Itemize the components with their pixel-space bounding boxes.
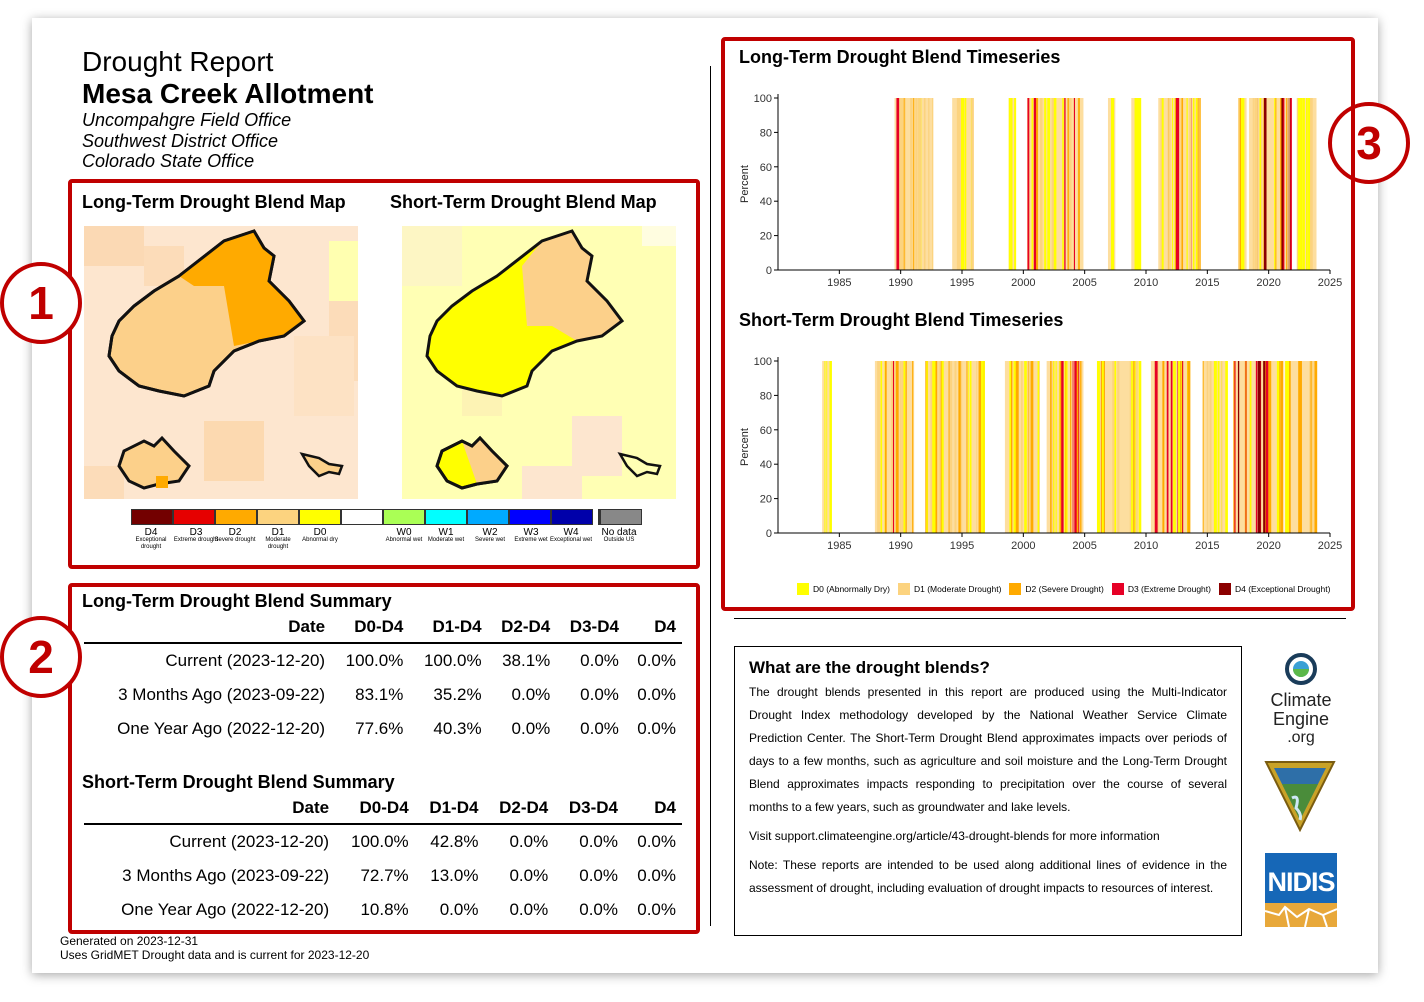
drought-stripe: [1111, 98, 1113, 270]
drought-stripe: [898, 98, 899, 270]
col-d2d4: D2-D4: [484, 793, 554, 824]
drought-stripe: [1214, 361, 1215, 533]
drought-stripe: [1178, 361, 1181, 533]
drought-stripe: [1180, 98, 1181, 270]
drought-stripe: [1064, 98, 1065, 270]
col-d0d4: D0-D4: [335, 793, 415, 824]
drought-stripe: [1134, 361, 1135, 533]
legend-item-d0: D0 (Abnormally Dry): [813, 584, 890, 594]
drought-stripe: [1050, 361, 1052, 533]
drought-stripe: [1117, 361, 1119, 533]
drought-stripe: [1038, 361, 1039, 533]
drought-stripe: [1300, 98, 1303, 270]
drought-stripe: [1286, 98, 1287, 270]
legend-item-d4: D4 (Exceptional Drought): [1234, 584, 1331, 594]
legend-swatch-w4: [551, 509, 593, 525]
drought-stripe: [1169, 98, 1171, 270]
drought-stripe: [1014, 98, 1016, 270]
drought-stripe: [1193, 98, 1195, 270]
state-office: Colorado State Office: [82, 151, 255, 171]
drought-stripe: [971, 98, 974, 270]
drought-stripe: [1173, 361, 1176, 533]
drought-stripe: [1136, 361, 1138, 533]
drought-stripe: [950, 361, 953, 533]
drought-stripe: [1062, 98, 1064, 270]
report-title: Drought Report: [82, 46, 274, 77]
y-tick-label: 100: [753, 93, 772, 105]
table-row: 3 Months Ago (2023-09-22) 83.1% 35.2% 0.0% 0.0% 0.0%: [118, 685, 676, 704]
climate-engine-logo: Climate Engine .org: [1262, 652, 1340, 746]
table-row: Current (2023-12-20) 100.0% 42.8% 0.0% 0.0% 0.0%: [169, 832, 676, 851]
legend-swatch-d0: [797, 583, 809, 595]
table-row: Current (2023-12-20) 100.0% 100.0% 38.1% 0.0% 0.0%: [165, 651, 676, 670]
drought-stripe: [1100, 361, 1101, 533]
short-summary-table: [84, 793, 682, 927]
drought-stripe: [1260, 98, 1262, 270]
drought-stripe: [1310, 361, 1311, 533]
x-tick-label: 1995: [949, 277, 975, 289]
drought-stripe: [1196, 98, 1198, 270]
drought-stripe: [1080, 361, 1081, 533]
drought-stripe: [1011, 361, 1012, 533]
blm-logo: [1262, 758, 1338, 837]
drought-stripe: [1069, 98, 1072, 270]
allotment-name: Mesa Creek Allotment: [82, 78, 374, 109]
drought-stripe: [910, 98, 913, 270]
drought-stripe: [1036, 98, 1038, 270]
drought-stripe: [1176, 98, 1178, 270]
legend-label-w0: W0 Abnormal wet: [385, 527, 423, 543]
y-tick-label: 20: [759, 493, 772, 506]
y-tick-label: 100: [753, 356, 772, 368]
drought-stripe: [965, 98, 966, 270]
drought-stripe: [932, 361, 934, 533]
col-date: Date: [84, 612, 331, 643]
drought-period-band: [822, 361, 829, 533]
table-row: One Year Ago (2022-12-20) 77.6% 40.3% 0.0% 0.0% 0.0%: [117, 719, 676, 738]
legend-label-w3: W3 Extreme wet: [514, 527, 548, 543]
drought-stripe: [1056, 361, 1057, 533]
x-tick-label: 2025: [1317, 540, 1343, 552]
drought-stripe: [954, 361, 956, 533]
drought-stripe: [1074, 361, 1076, 533]
y-tick-label: 40: [759, 196, 772, 209]
drought-stripe: [1186, 98, 1187, 270]
drought-stripe: [902, 98, 904, 270]
drought-stripe: [920, 98, 921, 270]
drought-stripe: [1044, 98, 1046, 270]
x-tick-label: 2025: [1317, 277, 1343, 289]
drought-stripe: [1101, 361, 1102, 533]
col-d4: D4: [625, 612, 682, 643]
x-tick-label: 1990: [888, 540, 913, 552]
long-map-title: Long-Term Drought Blend Map: [82, 192, 346, 212]
drought-stripe: [1078, 98, 1080, 270]
section-divider: [734, 618, 1346, 619]
drought-stripe: [926, 361, 927, 533]
y-tick-label: 40: [759, 459, 772, 472]
legend-swatch-w0: [383, 509, 425, 525]
short-term-map: [402, 226, 676, 499]
drought-stripe: [829, 361, 831, 533]
drought-stripe: [1053, 361, 1054, 533]
drought-stripe: [906, 361, 907, 533]
drought-stripe: [913, 98, 914, 270]
drought-stripe: [1210, 361, 1212, 533]
drought-stripe: [1287, 98, 1288, 270]
legend-label-d0: D0 Abnormal dry: [302, 527, 338, 543]
legend-label-d2: D2 Severe drought: [214, 527, 256, 543]
x-tick-label: 2010: [1133, 540, 1159, 552]
legend-label-d4: D4 Exceptional drought: [135, 527, 167, 550]
drought-stripe: [1290, 98, 1292, 270]
climate-engine-icon: [1283, 652, 1319, 686]
drought-stripe: [939, 361, 941, 533]
drought-stripe: [826, 361, 827, 533]
y-axis-label: Percent: [739, 428, 751, 466]
y-tick-label: 0: [765, 528, 772, 540]
drought-stripe: [903, 361, 905, 533]
drought-stripe: [1009, 98, 1011, 270]
drought-stripe: [1155, 361, 1158, 533]
col-d1d4: D1-D4: [409, 612, 487, 643]
drought-stripe: [885, 361, 887, 533]
nidis-logo: NIDIS: [1265, 853, 1337, 927]
drought-stripe: [1261, 98, 1263, 270]
field-office: Uncompahgre Field Office: [82, 110, 292, 130]
drought-stripe: [1029, 361, 1030, 533]
col-d2d4: D2-D4: [488, 612, 557, 643]
drought-stripe: [1277, 361, 1279, 533]
drought-stripe: [1198, 98, 1199, 270]
col-date: Date: [84, 793, 335, 824]
col-d3d4: D3-D4: [554, 793, 624, 824]
legend-swatch-d3: [1112, 583, 1124, 595]
timeseries-legend: [797, 583, 1330, 595]
drought-stripe: [1200, 98, 1201, 270]
drought-stripe: [824, 361, 825, 533]
generated-date: Generated on 2023-12-31: [60, 934, 199, 948]
x-tick-label: 2020: [1256, 277, 1281, 289]
drought-stripe: [1238, 98, 1239, 270]
long-term-map-image: [84, 226, 358, 499]
drought-stripe: [1299, 98, 1301, 270]
drought-stripe: [1218, 361, 1220, 533]
x-tick-label: 2020: [1256, 540, 1281, 552]
drought-stripe: [917, 98, 919, 270]
drought-stripe: [931, 361, 932, 533]
drought-stripe: [1299, 361, 1301, 533]
drought-stripe: [1314, 361, 1317, 533]
table-header-row: [84, 612, 682, 643]
drought-stripe: [1162, 98, 1164, 270]
drought-stripe: [1135, 98, 1138, 270]
callout-3: 3: [1328, 102, 1410, 184]
drought-stripe: [970, 361, 972, 533]
drought-stripe: [958, 361, 960, 533]
y-tick-label: 60: [759, 424, 772, 437]
drought-stripe: [1055, 98, 1057, 270]
x-tick-label: 2010: [1133, 277, 1159, 289]
drought-stripe: [901, 361, 903, 533]
drought-stripe: [1102, 361, 1103, 533]
drought-stripe: [928, 98, 929, 270]
x-tick-label: 2005: [1072, 277, 1097, 289]
drought-stripe: [1073, 361, 1074, 533]
blm-shield-icon: [1262, 758, 1338, 832]
info-description: The drought blends presented in this report are produced using the Multi-Indicator Drought Index methodology developed by the National Weather Service Climate Prediction Center. The Short-Term Drought Blend approximates impacts over periods of days to a few months, such as agriculture and soil moisture and the Long-Term Drought Blend approximates impacts responding to precipitation over the course of several months to a few years, such as groundwater and lake levels.: [749, 685, 1227, 814]
drought-stripe: [900, 361, 901, 533]
x-tick-label: 1990: [888, 277, 913, 289]
drought-stripe: [1203, 361, 1204, 533]
drought-stripe: [1171, 361, 1173, 533]
short-timeseries-chart: [730, 343, 1344, 563]
drought-stripe: [1168, 98, 1169, 270]
table-row: 3 Months Ago (2023-09-22) 72.7% 13.0% 0.0% 0.0% 0.0%: [122, 866, 676, 885]
long-summary-table: [84, 612, 682, 746]
drought-stripe: [1027, 98, 1029, 270]
drought-stripe: [1289, 361, 1291, 533]
drought-stripe: [984, 361, 985, 533]
table-row: One Year Ago (2022-12-20) 10.8% 0.0% 0.0% 0.0% 0.0%: [121, 900, 676, 919]
legend-label-d3: D3 Extreme drought: [173, 527, 219, 543]
legend-swatch-d1: [898, 583, 910, 595]
drought-stripe: [1112, 361, 1114, 533]
map-legend-bar: [131, 509, 642, 525]
cracked-earth-icon: [1265, 903, 1337, 927]
drought-stripe: [1280, 361, 1283, 533]
drought-stripe: [1256, 361, 1257, 533]
drought-stripe: [896, 361, 899, 533]
x-tick-label: 1985: [827, 540, 852, 552]
drought-stripe: [1264, 98, 1267, 270]
drought-stripe: [1310, 98, 1313, 270]
drought-stripe: [979, 361, 982, 533]
callout-1: 1: [0, 262, 82, 344]
drought-stripe: [949, 361, 950, 533]
drought-stripe: [966, 361, 967, 533]
drought-stripe: [1309, 361, 1310, 533]
y-tick-label: 60: [759, 161, 772, 174]
drought-stripe: [881, 361, 883, 533]
legend-label-nodata: No data Outside US: [601, 527, 637, 543]
x-tick-label: 2005: [1072, 540, 1097, 552]
short-summary-title: Short-Term Drought Blend Summary: [82, 772, 395, 792]
data-source: Uses GridMET Drought data and is current for 2023-12-20: [60, 948, 370, 962]
drought-stripe: [1226, 361, 1227, 533]
drought-stripe: [935, 361, 937, 533]
drought-stripe: [981, 361, 984, 533]
legend-swatch-w2: [467, 509, 509, 525]
legend-swatch-d4: [131, 509, 173, 525]
drought-stripe: [1245, 361, 1246, 533]
long-summary-title: Long-Term Drought Blend Summary: [82, 591, 392, 611]
drought-stripe: [1255, 98, 1258, 270]
drought-stripe: [1258, 361, 1261, 533]
drought-stripe: [1040, 98, 1043, 270]
drought-stripe: [1268, 361, 1271, 533]
drought-stripe: [1253, 98, 1254, 270]
legend-swatch-d0: [299, 509, 341, 525]
legend-label-w4: W4 Exceptional wet: [549, 527, 593, 543]
drought-stripe: [1034, 98, 1036, 270]
drought-stripe: [1162, 361, 1164, 533]
legend-swatch-w1: [425, 509, 467, 525]
drought-stripe: [957, 98, 960, 270]
drought-stripe: [1266, 361, 1269, 533]
y-tick-label: 0: [765, 265, 772, 277]
info-title: What are the drought blends?: [749, 658, 990, 677]
drought-stripe: [1287, 361, 1289, 533]
short-map-title: Short-Term Drought Blend Map: [390, 192, 657, 212]
drought-stripe: [1275, 98, 1276, 270]
col-d0d4: D0-D4: [331, 612, 409, 643]
info-link: Visit support.climateengine.org/article/43-drought-blends for more information: [749, 829, 1160, 843]
legend-item-d3: D3 (Extreme Drought): [1127, 584, 1211, 594]
drought-stripe: [899, 98, 902, 270]
long-term-map: [84, 226, 358, 499]
drought-stripe: [894, 361, 895, 533]
drought-stripe: [1021, 361, 1023, 533]
drought-stripe: [976, 361, 977, 533]
drought-stripe: [1297, 98, 1298, 270]
legend-swatch-d2: [215, 509, 257, 525]
district-office: Southwest District Office: [82, 131, 279, 151]
drought-stripe: [1024, 361, 1027, 533]
col-d1d4: D1-D4: [415, 793, 485, 824]
drought-stripe: [961, 98, 962, 270]
drought-stripe: [1207, 361, 1209, 533]
y-tick-label: 20: [759, 230, 772, 243]
x-tick-label: 2015: [1195, 540, 1220, 552]
legend-label-w2: W2 Severe wet: [474, 527, 505, 543]
drought-stripe: [1047, 98, 1050, 270]
drought-stripe: [924, 98, 926, 270]
drought-stripe: [932, 98, 933, 270]
info-box: [734, 646, 1242, 936]
legend-item-d2: D2 (Severe Drought): [1025, 584, 1104, 594]
drought-stripe: [1032, 361, 1033, 533]
x-tick-label: 2015: [1195, 277, 1220, 289]
legend-swatch-d2: [1009, 583, 1021, 595]
column-divider: [710, 66, 711, 926]
drought-stripe: [1181, 98, 1183, 270]
drought-stripe: [1250, 361, 1252, 533]
x-tick-label: 1985: [827, 277, 852, 289]
drought-stripe: [1238, 361, 1239, 533]
drought-stripe: [1070, 361, 1071, 533]
drought-stripe: [915, 98, 916, 270]
x-tick-label: 1995: [949, 540, 975, 552]
drought-stripe: [1139, 361, 1142, 533]
legend-swatch-d1: [257, 509, 299, 525]
drought-stripe: [1052, 98, 1054, 270]
drought-stripe: [1097, 361, 1100, 533]
drought-stripe: [912, 361, 913, 533]
drought-stripe: [1067, 98, 1068, 270]
drought-stripe: [1303, 98, 1305, 270]
col-d4: D4: [624, 793, 682, 824]
long-timeseries-chart: [730, 80, 1344, 300]
info-note: Note: These reports are intended to be used along additional lines of evidence in the assessment of drought, including evaluation of drought impacts to resources of interest.: [749, 858, 1227, 895]
legend-swatch-nodata: [600, 509, 642, 525]
legend-swatch-d4: [1219, 583, 1231, 595]
drought-stripe: [879, 361, 880, 533]
callout-2: 2: [0, 616, 82, 698]
drought-stripe: [1064, 361, 1065, 533]
drought-stripe: [878, 361, 879, 533]
short-term-map-image: [402, 226, 676, 499]
drought-stripe: [1242, 98, 1244, 270]
y-tick-label: 80: [759, 390, 772, 403]
col-d3d4: D3-D4: [556, 612, 625, 643]
drought-stripe: [1172, 98, 1173, 270]
drought-stripe: [1074, 98, 1075, 270]
drought-stripe: [1131, 361, 1132, 533]
drought-stripe: [1061, 361, 1063, 533]
drought-stripe: [1130, 361, 1131, 533]
drought-stripe: [1281, 98, 1283, 270]
legend-swatch-d3: [173, 509, 215, 525]
drought-stripe: [968, 361, 969, 533]
drought-stripe: [893, 361, 894, 533]
legend-label-w1: W1 Moderate wet: [427, 527, 465, 543]
drought-stripe: [1308, 98, 1310, 270]
drought-stripe: [1306, 98, 1308, 270]
x-tick-label: 2000: [1011, 277, 1036, 289]
drought-stripe: [1167, 361, 1169, 533]
drought-stripe: [1221, 361, 1222, 533]
drought-stripe: [1016, 361, 1019, 533]
drought-stripe: [1010, 98, 1012, 270]
short-timeseries-title: Short-Term Drought Blend Timeseries: [739, 310, 1064, 330]
drought-stripe: [1028, 361, 1029, 533]
drought-stripe: [1032, 98, 1033, 270]
drought-stripe: [1234, 361, 1235, 533]
x-tick-label: 2000: [1011, 540, 1036, 552]
legend-item-d1: D1 (Moderate Drought): [914, 584, 1002, 594]
drought-stripe: [1139, 98, 1142, 270]
drought-stripe: [1187, 361, 1190, 533]
drought-stripe: [1189, 98, 1191, 270]
long-timeseries-title: Long-Term Drought Blend Timeseries: [739, 47, 1061, 67]
y-tick-label: 80: [759, 127, 772, 140]
y-axis-label: Percent: [739, 165, 751, 203]
table-header-row: [84, 793, 682, 824]
legend-swatch-none: [341, 509, 383, 525]
legend-swatch-w3: [509, 509, 551, 525]
legend-label-d1: D1 Moderate drought: [265, 527, 291, 550]
drought-stripe: [1263, 361, 1265, 533]
